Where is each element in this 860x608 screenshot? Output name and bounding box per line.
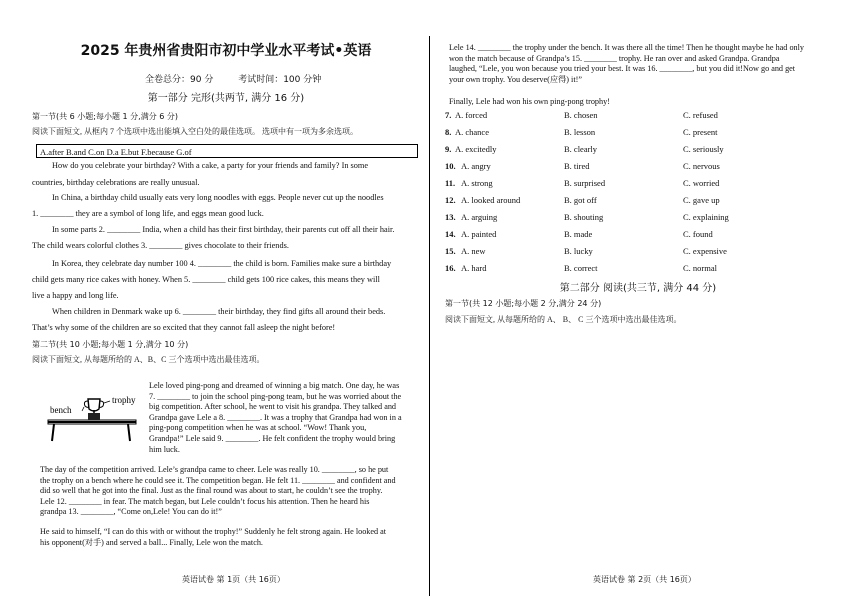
option-row bbox=[445, 195, 835, 210]
exam-title: 2025 年贵州省贵阳市初中学业水平考试•英语 bbox=[80, 43, 372, 59]
option-b: B. shouting bbox=[564, 212, 604, 222]
story-line: The day of the competition arrived. Lele’s grandpa came to cheer. Lele was really 10. ________, so he put bbox=[40, 465, 389, 474]
option-row bbox=[445, 144, 835, 159]
option-a: A. forced bbox=[455, 110, 488, 120]
passage-line: In China, a birthday child usually eats very long noodles with eggs. People never cut up the noodles bbox=[52, 193, 384, 202]
bench-trophy-illustration bbox=[44, 389, 140, 445]
exam-meta bbox=[145, 72, 343, 85]
option-b: B. made bbox=[564, 229, 593, 239]
question-number: 10. bbox=[445, 161, 456, 171]
option-a: A. strong bbox=[461, 178, 493, 188]
option-row bbox=[445, 161, 835, 176]
story-line: Lele 12. ________ in fear. The match began, but Lele couldn’t focus his attention. Then he heard his bbox=[40, 496, 370, 506]
option-c: C. found bbox=[683, 229, 713, 239]
story-line: He said to himself, “I can do this with or without the trophy!” Suddenly he felt strong again. He looked at bbox=[40, 527, 387, 536]
story-line: 7. ________ to join the school ping-pong team, but he was worried about the bbox=[149, 391, 402, 401]
trophy-label: trophy bbox=[112, 395, 136, 405]
passage-line: The child wears colorful clothes 3. ________ gives chocolate to their friends. bbox=[32, 241, 289, 250]
passage-line: countries, birthday celebrations are really unusual. bbox=[32, 178, 200, 187]
option-c: C. nervous bbox=[683, 161, 720, 171]
story-paragraph-3 bbox=[40, 527, 418, 548]
option-c: C. present bbox=[683, 127, 718, 137]
option-row bbox=[445, 246, 835, 261]
option-row bbox=[445, 110, 835, 125]
question-number: 14. bbox=[445, 229, 456, 239]
option-b: B. correct bbox=[564, 263, 598, 273]
option-c: C. seriously bbox=[683, 144, 724, 154]
page-2-footer: 英语试卷 第 2页（共 16页） bbox=[593, 575, 696, 584]
question-number: 9. bbox=[445, 144, 452, 154]
story-line: Lele loved ping-pong and dreamed of winning a big match. One day, he was bbox=[149, 381, 400, 390]
part1-title: 第一部分 完形(共两节, 满分 16 分) bbox=[147, 93, 305, 104]
option-b: B. chosen bbox=[564, 110, 598, 120]
option-b: B. lucky bbox=[564, 246, 593, 256]
option-b: B. surprised bbox=[564, 178, 606, 188]
option-a: A. angry bbox=[461, 161, 491, 171]
part1-sec1-title: 第一节(共 6 小题;每小题 1 分,满分 6 分) bbox=[32, 112, 179, 121]
story-line: him luck. bbox=[149, 444, 180, 454]
part2-sec1-title: 第一节(共 12 小题;每小题 2 分,满分 24 分) bbox=[445, 299, 602, 308]
word-bank-box: A.after B.and C.on D.a E.but F.because G.of bbox=[36, 144, 418, 158]
question-number: 7. bbox=[445, 110, 452, 120]
story-paragraph-2 bbox=[40, 465, 418, 518]
story-line: laughed, “Lele, you won because you tried your best. It was 16. ________, but you did it!Now go and get bbox=[449, 64, 796, 74]
total-score: 全卷总分：90 分 bbox=[145, 75, 214, 85]
option-b: B. clearly bbox=[564, 144, 598, 154]
bench-label: bench bbox=[50, 405, 72, 415]
part1-sec2-title: 第二节(共 10 小题;每小题 1 分,满分 10 分) bbox=[32, 340, 189, 349]
option-a: A. chance bbox=[455, 127, 489, 137]
story-line: grandpa 13. ________, “Come on,Lele! You can do it!” bbox=[40, 507, 222, 517]
part1-sec2-instructions: 阅读下面短文, 从每题所给的 A、B、C 三个选项中选出最佳选项。 bbox=[32, 355, 265, 364]
question-number: 11. bbox=[445, 178, 456, 188]
story-line: your own trophy. You deserve(应得) it!” bbox=[449, 74, 582, 84]
story-line: his opponent(对手) and served a ball... Finally, Lele won the match. bbox=[40, 537, 263, 547]
story-final-line: Finally, Lele had won his own ping-pong trophy! bbox=[449, 97, 610, 106]
passage-line: When children in Denmark wake up 6. ________ their birthday, they find gifts all around their beds. bbox=[52, 307, 386, 316]
part2-sec1-instructions: 阅读下面短文, 从每题所给的 A、 B、 C 三个选项中选出最佳选项。 bbox=[445, 315, 682, 324]
passage-line: How do you celebrate your birthday? With a cake, a party for your friends and family? In some bbox=[52, 161, 369, 170]
option-row bbox=[445, 263, 835, 278]
story-line: big competition. After school, he went to visit his grandpa. They talked and bbox=[149, 402, 397, 412]
story-line: Lele 14. ________ the trophy under the bench. It was there all the time! Then he thought maybe he had only bbox=[449, 43, 804, 52]
option-a: A. new bbox=[461, 246, 486, 256]
story-line: Grandpa!” Lele said 9. ________. He felt confident the trophy would bring bbox=[149, 433, 396, 443]
question-number: 15. bbox=[445, 246, 456, 256]
option-b: B. got off bbox=[564, 195, 597, 205]
option-row bbox=[445, 212, 835, 227]
option-row bbox=[445, 178, 835, 193]
option-row bbox=[445, 127, 835, 142]
option-c: C. normal bbox=[683, 263, 717, 273]
part1-sec1-instructions: 阅读下面短文, 从框内 7 个选项中选出能填入空白处的最佳选项。 选项中有一项为多余选项。 bbox=[32, 127, 358, 136]
passage-line: In Korea, they celebrate day number 100 4. ________ the child is born. Families make sure a birthday bbox=[52, 259, 392, 268]
story-line: did so well that he got into the final. Just as the final round was about to start, he couldn’t see the trophy. bbox=[40, 486, 383, 496]
passage-line: In some parts 2. ________ India, when a child has their first birthday, their parents cut off all their hair. bbox=[52, 225, 395, 234]
option-a: A. hard bbox=[461, 263, 487, 273]
exam-time: 考试时间：100 分钟 bbox=[238, 75, 322, 85]
question-number: 16. bbox=[445, 263, 456, 273]
option-a: A. looked around bbox=[461, 195, 521, 205]
option-c: C. explaining bbox=[683, 212, 729, 222]
story-line: Grandpa gave Lele a 8. ________. It was a trophy that Grandpa had won in a bbox=[149, 412, 402, 422]
story-line: won the match because of Grandpa’s 15. ________ trophy. He ran over and asked Grandpa. Grandpa bbox=[449, 53, 780, 63]
passage-line: That’s why some of the children are so excited that they cannot fall asleep the night before! bbox=[32, 323, 336, 332]
option-a: A. painted bbox=[461, 229, 497, 239]
story-continuation bbox=[449, 43, 833, 85]
option-b: B. tired bbox=[564, 161, 590, 171]
option-a: A. excitedly bbox=[455, 144, 497, 154]
question-number: 12. bbox=[445, 195, 456, 205]
story-line: the trophy on a bench where he could see it. The competition began. He felt 11. ________ and confident and bbox=[40, 475, 396, 485]
option-b: B. lesson bbox=[564, 127, 596, 137]
option-c: C. refused bbox=[683, 110, 718, 120]
page-1-footer: 英语试卷 第 1页（共 16页） bbox=[182, 575, 285, 584]
story-paragraph-1 bbox=[149, 381, 421, 455]
option-c: C. gave up bbox=[683, 195, 720, 205]
passage-line: 1. ________ they are a symbol of long life, and eggs mean good luck. bbox=[32, 209, 264, 218]
story-line: ping-pong competition when he was at school. “Wow! Thank you, bbox=[149, 423, 367, 433]
option-c: C. expensive bbox=[683, 246, 727, 256]
page-divider bbox=[429, 36, 430, 596]
option-c: C. worried bbox=[683, 178, 720, 188]
option-a: A. arguing bbox=[461, 212, 498, 222]
question-number: 13. bbox=[445, 212, 456, 222]
option-row bbox=[445, 229, 835, 244]
question-number: 8. bbox=[445, 127, 452, 137]
passage-line: child gets many rice cakes with honey. When 5. ________ child gets 100 rice cakes, this means they will bbox=[32, 275, 380, 284]
part2-title: 第二部分 阅读(共三节, 满分 44 分) bbox=[559, 283, 717, 294]
passage-line: live a happy and long life. bbox=[32, 291, 119, 300]
